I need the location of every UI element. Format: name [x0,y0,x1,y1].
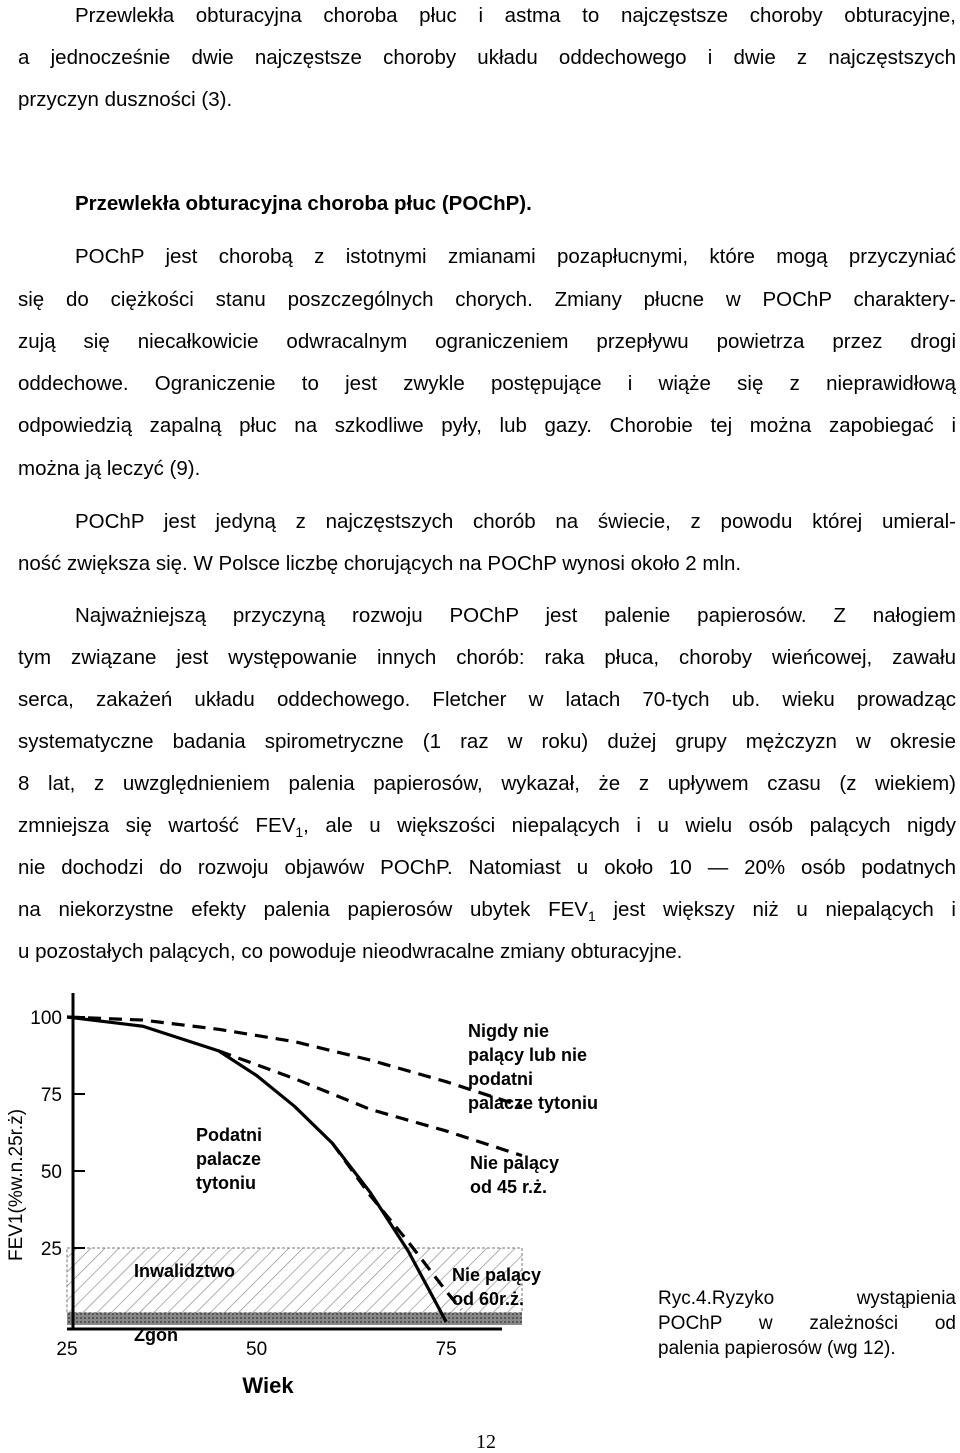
series-line [67,1017,522,1106]
text-line: odpowiedzią zapalną płuc na szkodliwe pyły, lub gazy. Chorobie tej można zapobiegać i [18,414,956,437]
text-line: zują się niecałkowicie odwracalnym ograniczeniem przepływu powietrza przez drogi [18,330,956,353]
label-susceptible-smokers: palacze [196,1149,262,1169]
text-line: Przewlekła obturacyjna choroba płuc i astma to najczęstsze choroby obturacyjne, [75,4,956,27]
text-line: serca, zakażeń układu oddechowego. Fletcher w latach 70-tych ub. wieku prowadząc [18,688,956,711]
caption-line: Ryc.4.Ryzyko wystąpienia [658,1288,956,1309]
text-line: ność zwiększa się. W Polsce liczbę chorujących na POChP wynosi około 2 mln. [18,552,742,575]
text-line: systematyczne badania spirometryczne (1 raz w roku) dużej grupy mężczyzn w okresie [18,730,956,753]
text-line: a jednocześnie dwie najczęstsze choroby układu oddechowego i dwie z najczęstszych [18,46,956,69]
text-line: u pozostałych palących, co powoduje nieodwracalne zmiany obturacyjne. [18,940,683,963]
label-quit-45: od 45 r.ż. [470,1177,548,1197]
x-tick-label: 25 [56,1339,78,1360]
text-line: oddechowe. Ograniczenie to jest zwykle postępujące i wiąże się z nieprawidłową [18,372,956,395]
text-line: POChP jest jedyną z najczęstszych chorób na świecie, z powodu której umieral- [75,510,956,533]
label-never-smokers: palący lub nie [468,1045,588,1065]
text-line: nie dochodzi do rozwoju objawów POChP. Natomiast u około 10 — 20% osób podatnych [18,856,956,879]
page-number: 12 [476,1431,496,1453]
text-line: Przewlekła obturacyjna choroba płuc (POChP). [75,192,532,215]
text-line: się do ciężkości stanu poszczególnych chorych. Zmiany płucne w POChP charaktery- [18,288,956,311]
label-quit-60: Nie palący [452,1265,542,1285]
y-tick-label: 100 [30,1008,62,1029]
text-line: można ją leczyć (9). [18,457,201,480]
text-line: przyczyn duszności (3). [18,88,233,111]
label-susceptible-smokers: Podatni [196,1125,262,1145]
y-tick-label: 50 [40,1162,62,1183]
text-line: zmniejsza się wartość $FEV_1$, ale u większości niepalących i u wielu osób palących nigdy [18,814,956,841]
label-never-smokers: palacze tytoniu [468,1093,599,1113]
caption-line: POChP w zależności od [658,1313,956,1334]
x-tick-label: 75 [435,1339,457,1360]
x-tick-label: 50 [246,1339,268,1360]
x-axis-title: Wiek [242,1373,294,1398]
fev1-chart [0,985,650,1415]
text-line: 8 lat, z uwzględnieniem palenia papierosów, wykazał, że z upływem czasu (z wiekiem) [18,772,956,795]
label-disability: Inwalidztwo [134,1261,235,1281]
text-line: tym związane jest występowanie innych chorób: raka płuca, choroby wieńcowej, zawału [18,646,956,669]
y-tick-label: 25 [40,1239,62,1260]
label-susceptible-smokers: tytoniu [196,1173,256,1193]
label-death: Zgon [134,1325,178,1345]
caption-line: palenia papierosów (wg 12). [658,1338,896,1359]
label-never-smokers: Nigdy nie [468,1021,550,1041]
text-line: Najważniejszą przyczyną rozwoju POChP jest palenie papierosów. Z nałogiem [75,604,956,627]
text-line: POChP jest chorobą z istotnymi zmianami pozapłucnymi, które mogą przyczyniać [75,245,956,268]
text-line: na niekorzystne efekty palenia papierosów ubytek $FEV_1$ jest większy niż u niepalących i [18,898,956,925]
y-tick-label: 75 [40,1085,62,1106]
label-quit-45: Nie palący [470,1153,560,1173]
y-axis-title: FEV1(%w.n.25r.ż) [6,1108,27,1262]
death-region [67,1313,522,1325]
label-never-smokers: podatni [468,1069,533,1089]
label-quit-60: od 60r.ż. [452,1289,525,1309]
